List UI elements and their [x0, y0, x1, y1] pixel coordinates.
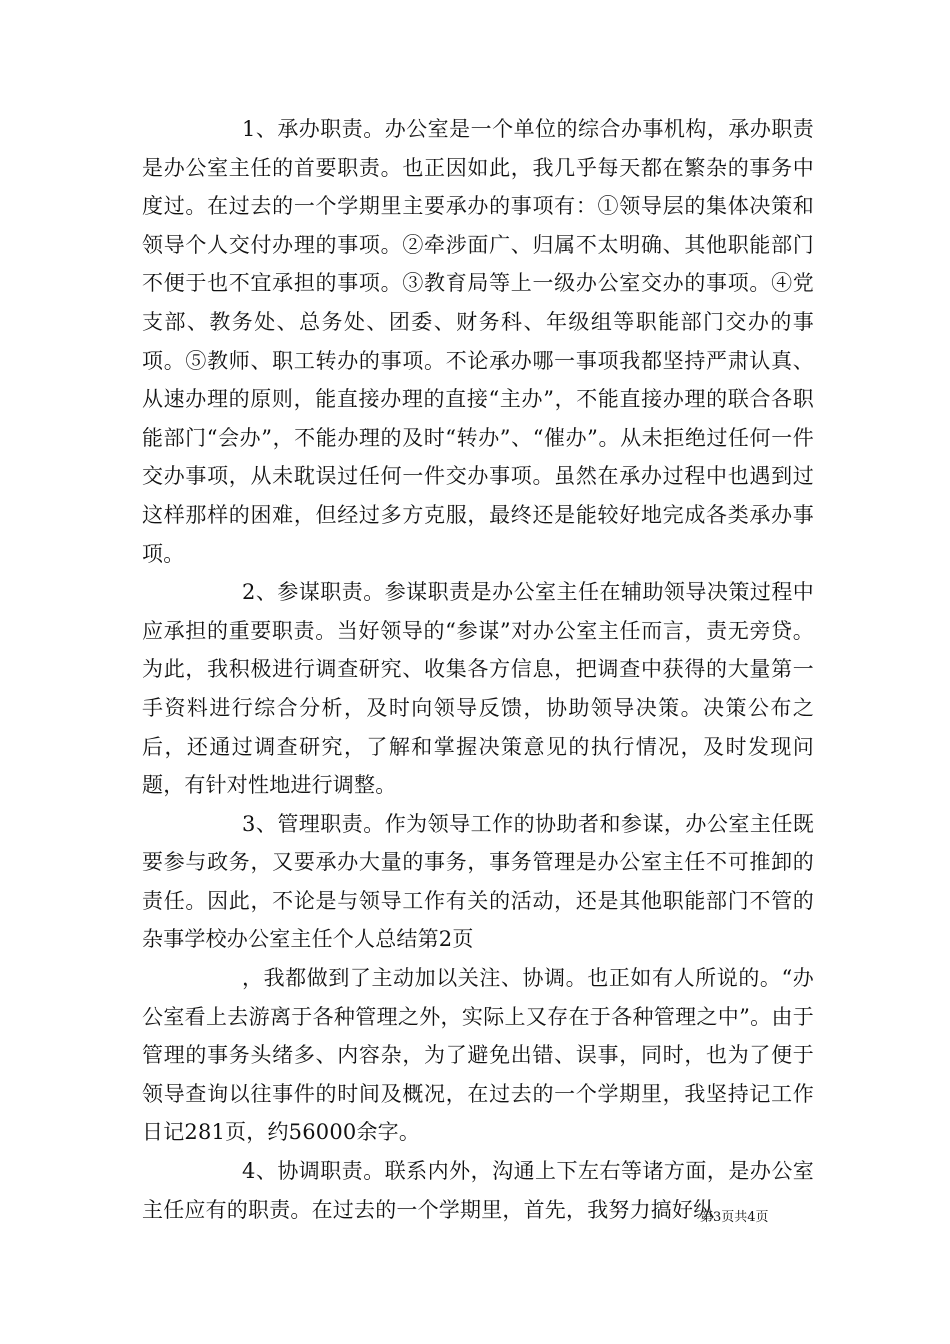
paragraph-undertaking-duty: 1、承办职责。办公室是一个单位的综合办事机构，承办职责是办公室主任的首要职责。也正因如此，我几乎每天都在繁杂的事务中度过。在过去的一个学期里主要承办的事项有：①领导层的集体决策和领导个人交付办理的事项。②牵涉面广、归属不太明确、其他职能部门不便于也不宜承担的事项。③教育局等上一级办公室交办的事项。④党支部、教务处、总务处、团委、财务科、年级组等职能部门交办的事项。⑤教师、职工转办的事项。不论承办哪一事项我都坚持严肃认真、从速办理的原则，能直接办理的直接“主办”，不能直接办理的联合各职能部门“会办”，不能办理的及时“转办”、“催办”。从未拒绝过任何一件交办事项，从未耽误过任何一件交办事项。虽然在承办过程中也遇到过这样那样的困难，但经过多方克服，最终还是能较好地完成各类承办事项。 — [142, 117, 814, 566]
paragraph-management-duty-continued: ，我都做到了主动加以关注、协调。也正如有人所说的。“办公室看上去游离于各种管理之外，实际上又存在于各种管理之中”。由于管理的事务头绪多、内容杂，为了避免出错、误事，同时，也为了便于领导查询以往事件的时间及概况，在过去的一个学期里，我坚持记工作日记281页，约56000余字。 — [142, 966, 814, 1145]
paragraph-management-duty: 3、管理职责。作为领导工作的协助者和参谋，办公室主任既要参与政务，又要承办大量的事务，事务管理是办公室主任不可推卸的责任。因此，不论是与领导工作有关的活动，还是其他职能部门不管的杂事学校办公室主任个人总结第2页 — [142, 811, 814, 952]
page-number-footer: 第3页共4页 — [700, 1210, 769, 1225]
document-body — [142, 110, 814, 1229]
paragraph-advisory-duty: 2、参谋职责。参谋职责是办公室主任在辅助领导决策过程中应承担的重要职责。当好领导的“参谋”对办公室主任而言，责无旁贷。为此，我积极进行调查研究、收集各方信息，把调查中获得的大量第一手资料进行综合分析，及时向领导反馈，协助领导决策。决策公布之后，还通过调查研究，了解和掌握决策意见的执行情况，及时发现问题，有针对性地进行调整。 — [142, 580, 814, 798]
paragraph-coordination-duty: 4、协调职责。联系内外，沟通上下左右等诸方面，是办公室主任应有的职责。在过去的一个学期里，首先，我努力搞好纵 — [142, 1159, 814, 1222]
